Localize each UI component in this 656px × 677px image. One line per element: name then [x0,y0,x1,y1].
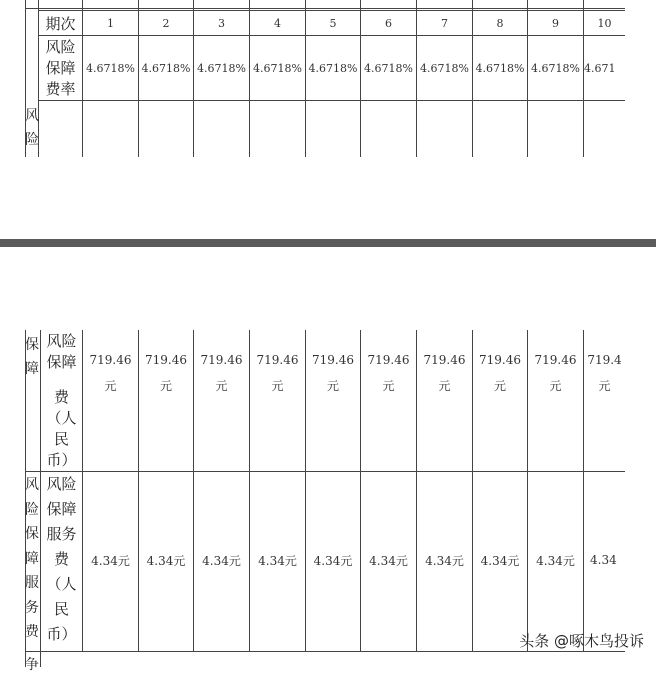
side-label-char: 风 [25,477,39,493]
fee-unit: 元 [104,379,117,393]
fee-value: 719.4 [587,353,622,367]
fee-cell [250,346,305,400]
rate-cell: 4.6718% [420,61,469,75]
service-label-line: 服务 [46,525,77,543]
rate-label-line: 费率 [45,79,76,98]
fee-label-line: 费 [53,388,69,406]
rate-cell: 4.6718% [364,61,413,75]
fee-cell [139,346,193,400]
service-label-line: （人 [46,575,77,593]
fee-unit: 元 [271,379,284,393]
side-label-char: 障 [25,550,39,567]
fee-cell [528,346,583,400]
fee-value: 719.46 [367,353,410,367]
fee-cell [473,346,527,400]
side-label [23,104,41,152]
service-fee-cell: 4.34元 [425,553,464,568]
period-cell: 6 [385,16,392,30]
service-label-line: 风险 [46,475,77,493]
fee-unit: 元 [549,379,562,393]
rate-label [39,36,82,100]
fee-unit: 元 [326,379,339,393]
fee-value: 719.46 [534,353,577,367]
fee-value: 719.46 [479,353,521,367]
service-label-line: 保障 [46,500,77,518]
period-cell: 1 [107,16,114,30]
fee-value: 719.46 [145,353,187,367]
period-cell: 8 [496,16,504,30]
fee-unit: 元 [382,379,395,393]
rate-cell: 4.6718% [308,61,358,75]
side-label-char: 服 [25,575,39,591]
service-fee-cell: 4.34 [590,553,617,567]
service-fee-cell: 4.34元 [313,553,353,568]
rate-cell: 4.6718% [253,61,302,75]
period-cell: 9 [552,16,559,30]
rate-label-line: 保障 [45,58,76,77]
rate-cell: 4.6718% [475,61,525,75]
side-label [23,333,41,381]
table-rule [25,651,625,652]
service-label-line: 币） [46,625,77,643]
side-label-char: 保 [25,337,39,353]
page-separator [0,239,656,247]
fee-value: 719.46 [312,353,354,367]
side-label-char: 障 [25,361,39,377]
fee-cell [417,346,472,400]
side-label-char: 争 [25,657,39,673]
rate-cell: 4.6718% [531,61,580,75]
side-label [23,653,41,677]
fee-label-line: 保障 [46,353,77,371]
service-fee-cell: 4.34元 [146,553,186,568]
fee-unit: 元 [215,379,228,393]
watermark: 头条 @啄木鸟投诉 [519,632,644,650]
fee-value: 719.46 [423,353,466,367]
fee-unit: 元 [493,379,506,393]
side-label [23,473,41,645]
fee-value: 719.46 [200,353,243,367]
period-cell: 3 [218,16,225,30]
rate-cell: 4.6718% [197,61,246,75]
side-label-char: 务 [25,599,39,616]
service-fee-cell: 4.34元 [536,553,575,568]
period-cell: 5 [329,16,337,30]
fee-cell [194,346,249,400]
table-rule [25,471,625,472]
rate-cell: 4.6718% [86,61,135,75]
fee-value: 719.46 [256,353,299,367]
fee-label [41,331,82,471]
side-label-char: 险 [25,501,39,518]
service-fee-label [41,472,82,651]
table-rule [38,100,625,101]
service-label-line: 民 [53,600,69,618]
side-label-char: 保 [25,526,39,542]
rate-cell: 4.671 [584,61,616,75]
fee-label-line: （人 [46,409,77,427]
service-fee-cell: 4.34元 [480,553,520,568]
fee-unit: 元 [159,379,172,393]
period-cell: 10 [597,16,612,30]
fee-cell [83,346,138,400]
service-fee-cell: 4.34元 [202,553,241,568]
side-label-char: 费 [25,624,39,640]
table-rule [25,8,625,9]
side-label-char: 风 [25,108,39,124]
period-cell: 7 [441,16,448,30]
service-fee-cell: 4.34元 [258,553,297,568]
period-cell: 4 [274,16,281,30]
period-header: 期次 [45,14,76,33]
period-cell: 2 [162,16,170,30]
fee-unit: 元 [598,379,611,393]
side-label-char: 险 [25,132,39,148]
fee-value: 719.46 [89,353,132,367]
service-label-line: 费 [53,550,69,568]
fee-cell [361,346,416,400]
fee-label-line: 币） [46,451,77,469]
fee-unit: 元 [438,379,451,393]
service-fee-cell: 4.34元 [369,553,408,568]
fee-cell [584,346,625,400]
fee-label-line: 民 [53,430,69,448]
fee-label-line: 风险 [46,332,77,350]
rate-cell: 4.6718% [141,61,191,75]
fee-cell [306,346,360,400]
rate-label-line: 风险 [45,37,76,56]
service-fee-cell: 4.34元 [91,553,130,568]
